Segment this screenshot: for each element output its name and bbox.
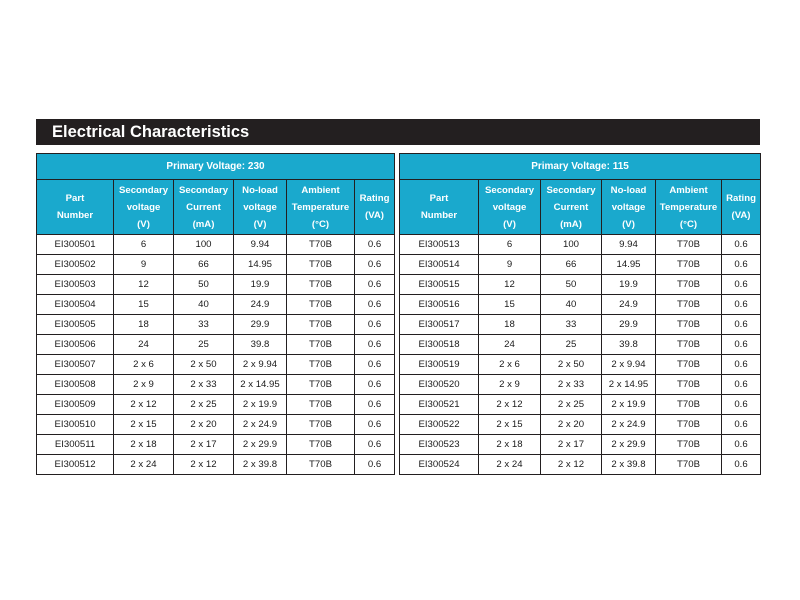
column-header (602, 180, 656, 235)
table-cell: 100 (174, 235, 234, 255)
table-cell: EI300501 (37, 235, 114, 255)
table-cell: 6 (479, 235, 541, 255)
table-cell: 0.6 (722, 395, 761, 415)
table-cell: 9.94 (234, 235, 287, 255)
table-cell: T70B (287, 455, 355, 475)
column-header-line: Secondary (546, 184, 596, 196)
column-header-line: Part (429, 193, 449, 204)
table-cell: 0.6 (355, 415, 395, 435)
table-cell: EI300524 (400, 455, 479, 475)
column-header-line: Part (65, 193, 85, 204)
table-cell: 14.95 (234, 255, 287, 275)
table-cell: 2 x 17 (541, 435, 602, 455)
table-cell: EI300506 (37, 335, 114, 355)
table-row (37, 235, 395, 255)
table-cell: T70B (656, 455, 722, 475)
table-cell: 2 x 29.9 (602, 435, 656, 455)
section-heading: Electrical Characteristics (36, 119, 760, 145)
table-cell: EI300517 (400, 315, 479, 335)
table-cell: T70B (656, 355, 722, 375)
table-row (37, 435, 395, 455)
table-cell: 0.6 (355, 355, 395, 375)
table-cell: 6 (114, 235, 174, 255)
column-header-line: Rating (359, 193, 390, 204)
table-cell: EI300514 (400, 255, 479, 275)
table-cell: 2 x 25 (541, 395, 602, 415)
table-cell: 2 x 12 (114, 395, 174, 415)
table-cell: 2 x 50 (174, 355, 234, 375)
table-cell: 2 x 24 (114, 455, 174, 475)
table-cell: T70B (287, 275, 355, 295)
table-cell: 2 x 19.9 (602, 395, 656, 415)
column-header (400, 180, 479, 235)
table-row (37, 355, 395, 375)
table-cell: 0.6 (355, 335, 395, 355)
table-cell: T70B (656, 375, 722, 395)
column-header-line: Temperature (659, 201, 718, 213)
table-cell: EI300503 (37, 275, 114, 295)
table-cell: 24 (114, 335, 174, 355)
table-cell: 2 x 14.95 (234, 375, 287, 395)
column-header-line: (VA) (731, 210, 751, 221)
table-cell: 2 x 24 (479, 455, 541, 475)
spec-table-115v (399, 153, 761, 475)
column-header-line: Current (553, 201, 589, 213)
table-cell: 19.9 (602, 275, 656, 295)
table-cell: 9.94 (602, 235, 656, 255)
table-cell: EI300515 (400, 275, 479, 295)
table-cell: T70B (656, 415, 722, 435)
table-cell: 2 x 6 (114, 355, 174, 375)
table-cell: 2 x 20 (174, 415, 234, 435)
table-cell: 2 x 12 (541, 455, 602, 475)
table-row (37, 275, 395, 295)
column-header (37, 180, 114, 235)
table-cell: 19.9 (234, 275, 287, 295)
table-cell: 2 x 9.94 (602, 355, 656, 375)
column-header-row (400, 180, 761, 235)
table-cell: T70B (287, 395, 355, 415)
table-cell: T70B (656, 435, 722, 455)
table-cell: T70B (287, 235, 355, 255)
column-header (656, 180, 722, 235)
table-row (37, 415, 395, 435)
column-header-line: (°C) (679, 218, 698, 230)
column-header-line: (V) (622, 218, 635, 230)
table-cell: 0.6 (355, 395, 395, 415)
table-cell: EI300502 (37, 255, 114, 275)
table-cell: 2 x 18 (479, 435, 541, 455)
table-row (37, 395, 395, 415)
table-cell: 0.6 (722, 315, 761, 335)
table-cell: 0.6 (722, 235, 761, 255)
table-cell: 0.6 (722, 375, 761, 395)
table-cell: 66 (174, 255, 234, 275)
table-row (400, 335, 761, 355)
column-header (114, 180, 174, 235)
table-cell: T70B (287, 335, 355, 355)
table-cell: EI300510 (37, 415, 114, 435)
column-header (287, 180, 355, 235)
table-cell: 0.6 (722, 295, 761, 315)
table-cell: T70B (287, 375, 355, 395)
column-header-line: (°C) (311, 218, 330, 230)
column-header (174, 180, 234, 235)
column-header-line: voltage (492, 201, 527, 213)
table-cell: 2 x 33 (541, 375, 602, 395)
table-cell: 0.6 (722, 275, 761, 295)
table-cell: T70B (656, 295, 722, 315)
table-cell: 0.6 (355, 275, 395, 295)
table-cell: EI300518 (400, 335, 479, 355)
table-cell: 24.9 (602, 295, 656, 315)
table-cell: 29.9 (602, 315, 656, 335)
column-header-line: voltage (243, 201, 277, 213)
table-cell: T70B (656, 275, 722, 295)
column-header-line: No-load (610, 184, 647, 196)
table-cell: 18 (479, 315, 541, 335)
table-cell: 0.6 (355, 255, 395, 275)
table-cell: 2 x 39.8 (602, 455, 656, 475)
table-cell: T70B (287, 255, 355, 275)
table-cell: 2 x 9.94 (234, 355, 287, 375)
table-cell: 0.6 (722, 355, 761, 375)
column-header-line: (V) (503, 218, 516, 230)
table-cell: 2 x 39.8 (234, 455, 287, 475)
table-row (400, 355, 761, 375)
table-cell: EI300511 (37, 435, 114, 455)
table-cell: 50 (174, 275, 234, 295)
table-row (37, 315, 395, 335)
table-row (37, 375, 395, 395)
table-cell: 2 x 18 (114, 435, 174, 455)
table-cell: 2 x 50 (541, 355, 602, 375)
table-cell: 40 (174, 295, 234, 315)
table-cell: 0.6 (722, 335, 761, 355)
table-row (400, 435, 761, 455)
table-cell: EI300512 (37, 455, 114, 475)
column-header-line: Rating (726, 193, 756, 204)
table-cell: 29.9 (234, 315, 287, 335)
table-cell: 100 (541, 235, 602, 255)
table-cell: T70B (656, 235, 722, 255)
table-cell: 2 x 24.9 (234, 415, 287, 435)
table-cell: 2 x 24.9 (602, 415, 656, 435)
table-cell: T70B (656, 315, 722, 335)
table-cell: 18 (114, 315, 174, 335)
table-cell: 0.6 (722, 415, 761, 435)
column-header-line: Number (56, 210, 94, 221)
column-header-row (37, 180, 395, 235)
table-row (400, 255, 761, 275)
column-header-line: Secondary (484, 184, 535, 196)
table-cell: EI300519 (400, 355, 479, 375)
column-header-line: (V) (253, 218, 267, 230)
table-cell: EI300516 (400, 295, 479, 315)
table-cell: EI300522 (400, 415, 479, 435)
table-cell: EI300523 (400, 435, 479, 455)
column-header-line: Number (420, 210, 458, 221)
table-cell: EI300513 (400, 235, 479, 255)
table-row (37, 255, 395, 275)
table-cell: 33 (174, 315, 234, 335)
table-cell: 2 x 15 (114, 415, 174, 435)
table-cell: 24 (479, 335, 541, 355)
table-cell: 2 x 20 (541, 415, 602, 435)
table-cell: 0.6 (355, 375, 395, 395)
table-cell: 2 x 9 (114, 375, 174, 395)
column-header (541, 180, 602, 235)
table-cell: 24.9 (234, 295, 287, 315)
table-cell: EI300505 (37, 315, 114, 335)
column-header-line: Secondary (178, 184, 229, 196)
table-cell: 50 (541, 275, 602, 295)
table-row (400, 295, 761, 315)
table-row (400, 375, 761, 395)
table-cell: EI300520 (400, 375, 479, 395)
table-cell: 0.6 (722, 435, 761, 455)
table-cell: 2 x 33 (174, 375, 234, 395)
table-cell: 2 x 14.95 (602, 375, 656, 395)
table-cell: 12 (114, 275, 174, 295)
table-row (37, 295, 395, 315)
table-cell: EI300509 (37, 395, 114, 415)
column-header-line: Ambient (301, 184, 340, 196)
table-cell: 2 x 25 (174, 395, 234, 415)
table-cell: 12 (479, 275, 541, 295)
table-cell: 0.6 (722, 255, 761, 275)
table-row (400, 415, 761, 435)
table-row (400, 395, 761, 415)
table-row (37, 455, 395, 475)
table-cell: 0.6 (355, 435, 395, 455)
table-cell: 2 x 19.9 (234, 395, 287, 415)
table-cell: T70B (287, 355, 355, 375)
column-header-line: (VA) (365, 210, 385, 221)
table-cell: 15 (114, 295, 174, 315)
table-cell: T70B (287, 315, 355, 335)
table-cell: T70B (287, 295, 355, 315)
column-header-line: voltage (126, 201, 161, 213)
table-cell: 25 (174, 335, 234, 355)
column-header-line: Secondary (118, 184, 169, 196)
column-header-line: (mA) (192, 218, 215, 230)
table-cell: 40 (541, 295, 602, 315)
table-cell: EI300508 (37, 375, 114, 395)
column-header-line: voltage (611, 201, 646, 213)
column-header-line: (V) (137, 218, 150, 230)
column-header (234, 180, 287, 235)
table-cell: EI300504 (37, 295, 114, 315)
table-cell: T70B (656, 395, 722, 415)
table-cell: 39.8 (234, 335, 287, 355)
column-header-line: Temperature (291, 201, 350, 213)
table-cell: 2 x 17 (174, 435, 234, 455)
table-cell: T70B (656, 255, 722, 275)
table-cell: 2 x 6 (479, 355, 541, 375)
table-cell: 2 x 29.9 (234, 435, 287, 455)
table-row (400, 275, 761, 295)
table-cell: 2 x 12 (174, 455, 234, 475)
column-header-line: Ambient (669, 184, 708, 196)
table-cell: 9 (114, 255, 174, 275)
table-cell: EI300507 (37, 355, 114, 375)
table-cell: 2 x 12 (479, 395, 541, 415)
table-cell: EI300521 (400, 395, 479, 415)
table-cell: 2 x 9 (479, 375, 541, 395)
column-header (722, 180, 761, 235)
table-cell: T70B (287, 435, 355, 455)
table-cell: 14.95 (602, 255, 656, 275)
table-title: Primary Voltage: 115 (400, 154, 761, 180)
table-cell: 2 x 15 (479, 415, 541, 435)
table-row (400, 315, 761, 335)
table-row (37, 335, 395, 355)
table-row (400, 455, 761, 475)
column-header-line: No-load (242, 184, 278, 196)
table-cell: 15 (479, 295, 541, 315)
table-cell: T70B (656, 335, 722, 355)
table-cell: 0.6 (355, 295, 395, 315)
table-cell: 9 (479, 255, 541, 275)
table-cell: 0.6 (355, 315, 395, 335)
table-row (400, 235, 761, 255)
column-header (355, 180, 395, 235)
table-cell: 0.6 (355, 235, 395, 255)
column-header (479, 180, 541, 235)
table-title: Primary Voltage: 230 (37, 154, 395, 180)
column-header-line: Current (186, 201, 221, 213)
spec-table-230v (36, 153, 395, 475)
table-cell: 66 (541, 255, 602, 275)
table-cell: 39.8 (602, 335, 656, 355)
column-header-line: (mA) (560, 218, 582, 230)
table-cell: 0.6 (722, 455, 761, 475)
table-cell: T70B (287, 415, 355, 435)
table-cell: 25 (541, 335, 602, 355)
table-cell: 0.6 (355, 455, 395, 475)
table-cell: 33 (541, 315, 602, 335)
